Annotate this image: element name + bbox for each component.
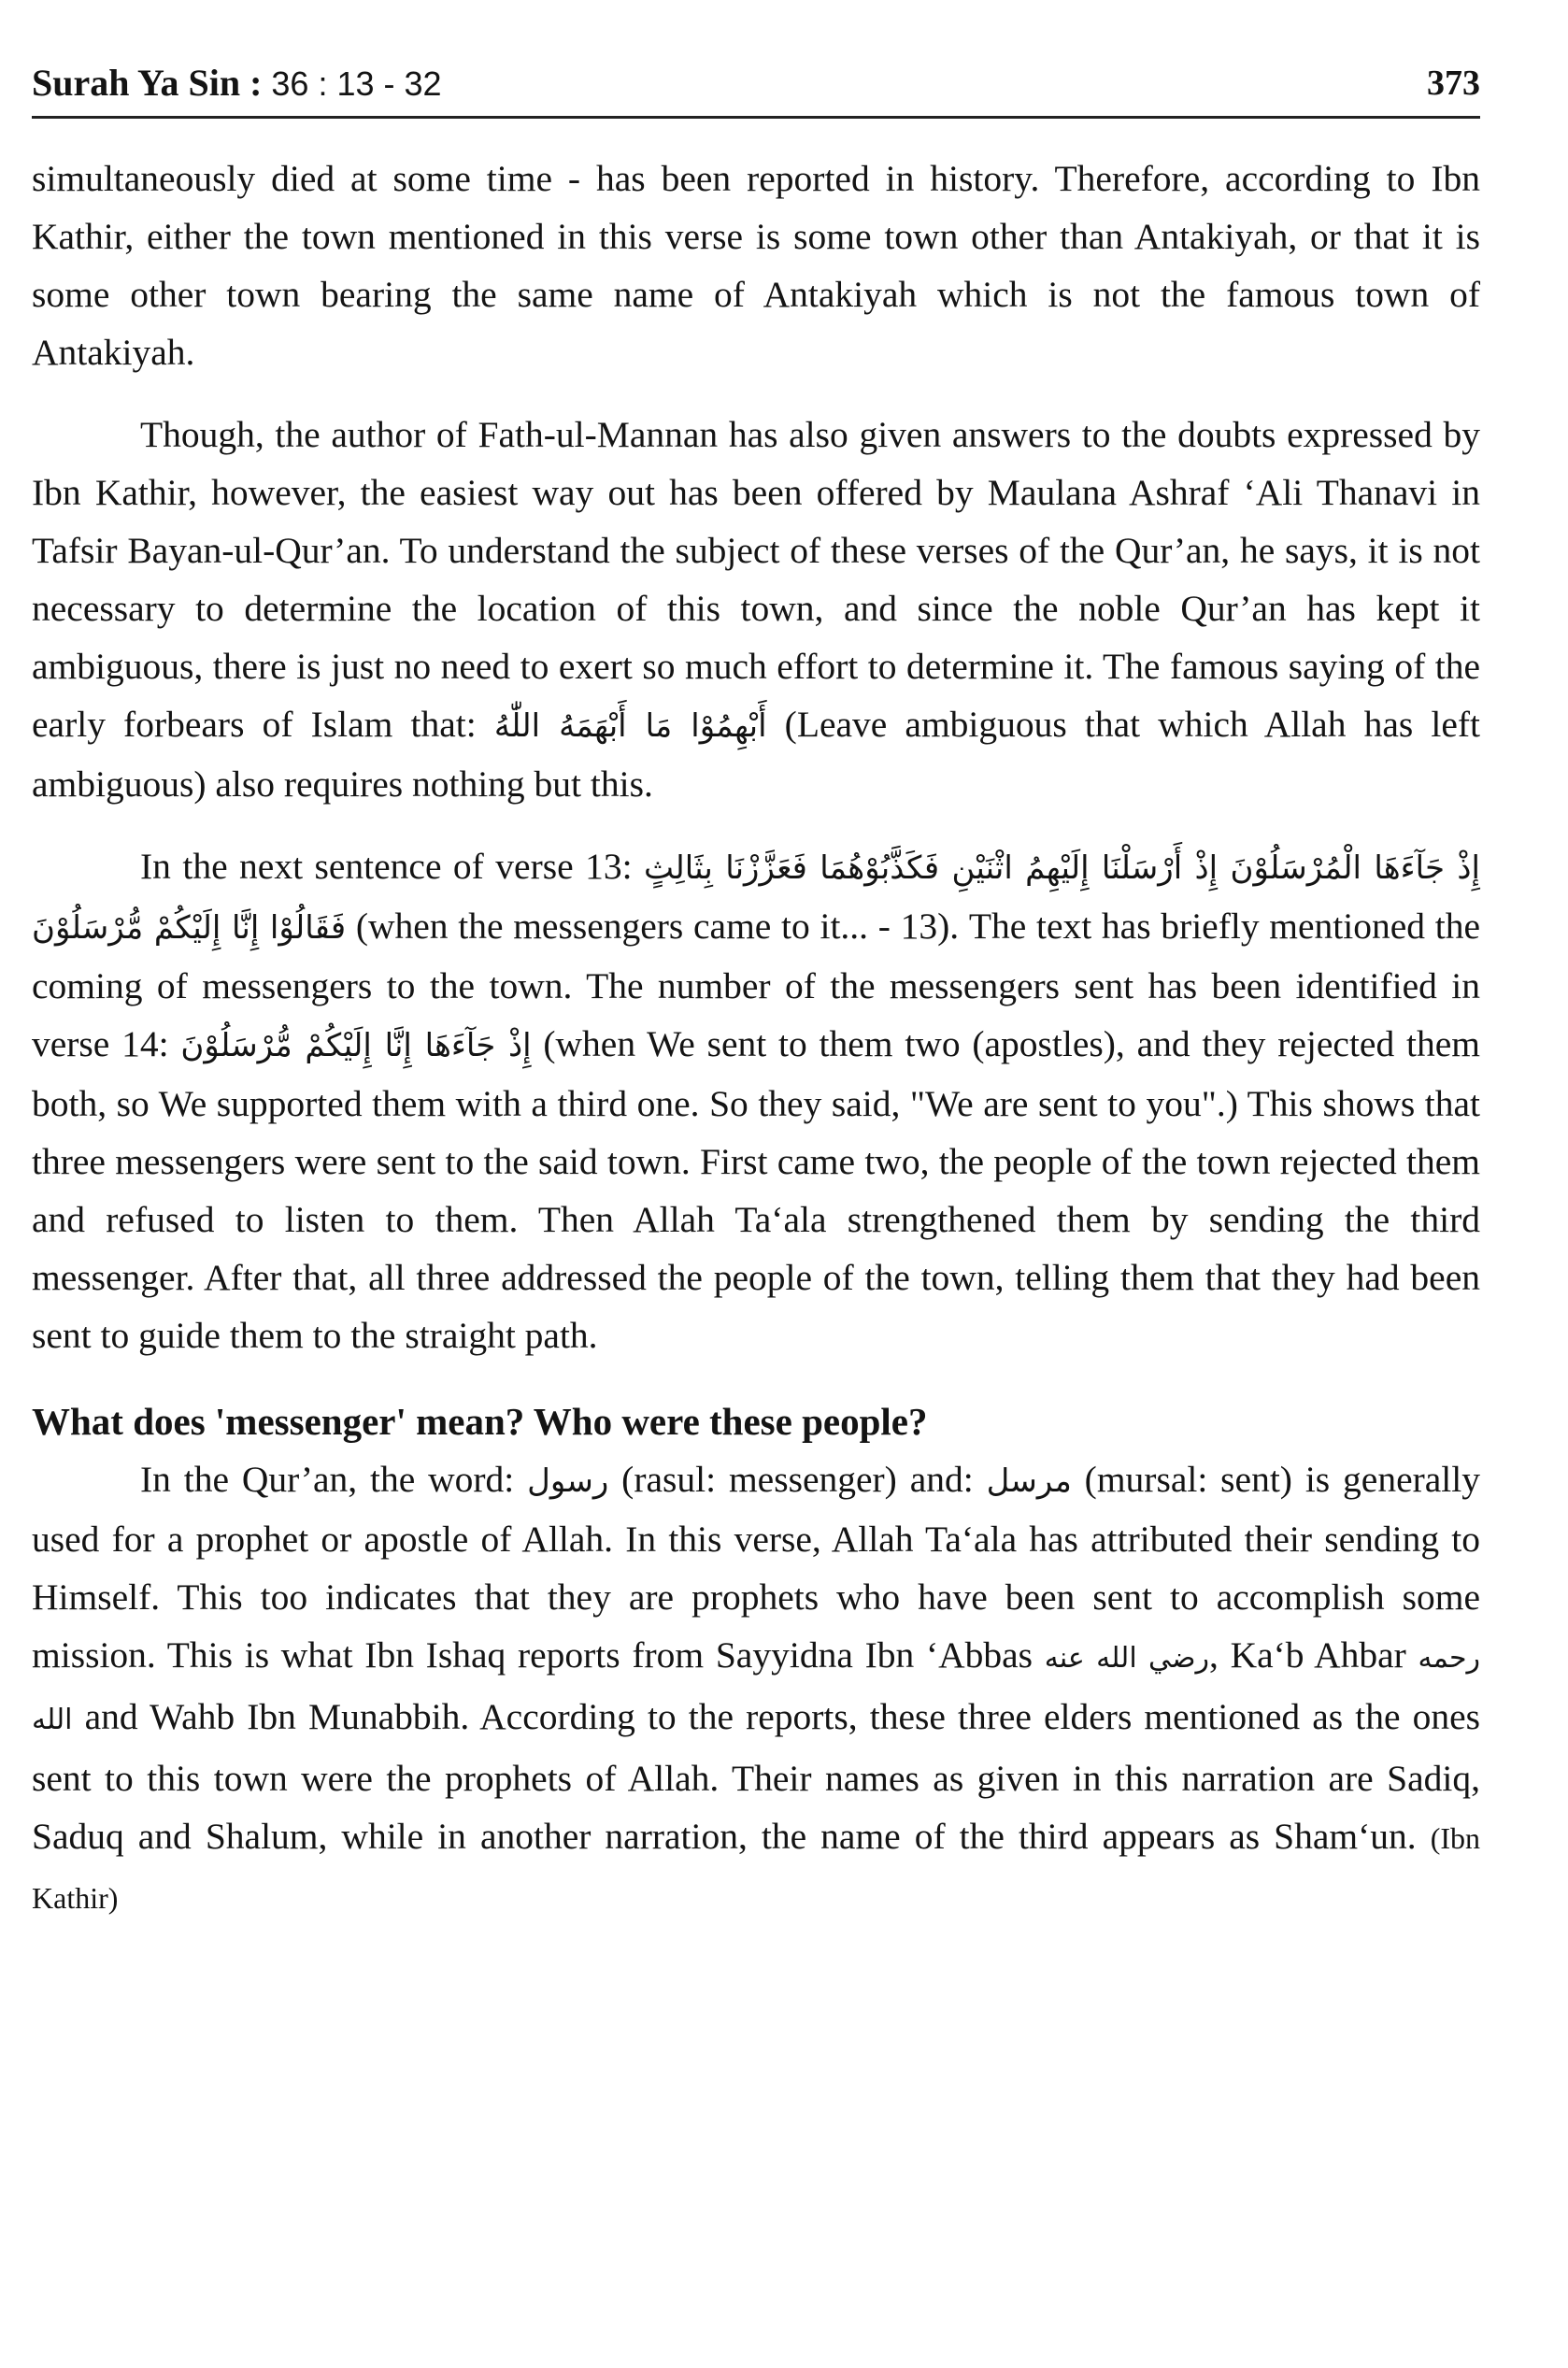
arabic-verse-13: إِذْ جَآءَهَا الْمُرْسَلُوْنَ إِذْ أَرْسَلْنَا إِلَيْهِمُ اثْنَيْنِ فَكَذَّبُوْهُمَا فَعَزَّزْنَا بِثَالِثٍ فَقَالُوْا إِنَّا إِلَيْكُمْ مُّرْسَلُوْنَ: [32, 849, 1480, 947]
paragraph-1: simultaneously died at some time - has been reported in history. Therefore, according to Ibn Kathir, either the town mentioned in this verse is some town other than Antakiyah, or that it is some other town bearing the same name of Antakiyah which is not the famous town of Antakiyah.: [32, 158, 1480, 373]
citation: (Ibn Kathir): [32, 1821, 1480, 1915]
page-body: [32, 150, 1480, 1927]
honorific-radiallahu-icon: رضي الله عنه: [1044, 1642, 1209, 1675]
arabic-quote: أَبْهِمُوْا مَا أَبْهَمَهُ اللّٰهُ: [493, 707, 767, 745]
honorific-rahimahullah-icon: رحمه الله: [32, 1642, 1480, 1736]
page-number: 373: [1427, 64, 1480, 103]
running-title: Surah Ya Sin : 36 : 13 - 32: [32, 62, 442, 104]
verse-range: 36 : 13 - 32: [271, 64, 442, 103]
arabic-mursal: مرسل: [986, 1462, 1072, 1500]
arabic-rasul: رسول: [527, 1462, 609, 1500]
section-heading: What does 'messenger' mean? Who were these people?: [32, 1400, 928, 1443]
page-header: [32, 50, 1480, 116]
paragraph-3: In the next sentence of verse 13: إِذْ جَآءَهَا الْمُرْسَلُوْنَ إِذْ أَرْسَلْنَا إِلَيْهِمُ اثْنَيْنِ فَكَذَّبُوْهُمَا فَعَزَّزْنَا بِثَالِثٍ فَقَالُوْا إِنَّا إِلَيْكُمْ مُّرْسَلُوْنَ (when the messengers came to it... - 13). The text has briefly mentioned the coming of messengers to the town. The number of the messengers sent has been identified in verse 14: إِذْ جَآءَهَا إِنَّا إِلَيْكُمْ مُّرْسَلُوْنَ (when We sent to them two (apostles), and they rejected them both, so We supported them with a third one. So they said, "We are sent to you".) This shows that three messengers were sent to the said town. First came two, the people of the town rejected them and refused to listen to them. Then Allah Ta‘ala strengthened them by sending the third messenger. After that, all three addressed the people of the town, telling them that they had been sent to guide them to the straight path.: [32, 846, 1481, 1356]
header-rule: [32, 116, 1480, 119]
arabic-verse-14: إِذْ جَآءَهَا إِنَّا إِلَيْكُمْ مُّرْسَلُوْنَ: [180, 1027, 532, 1064]
paragraph-4: In the Qur’an, the word: رسول (rasul: messenger) and: مرسل (mursal: sent) is generally used for a prophet or apostle of Allah. In this verse, Allah Ta‘ala has attributed their sending to Himself. This too indicates that they are prophets who have been sent to accomplish some mission. This is what Ibn Ishaq reports from Sayyidna Ibn ‘Abbas رضي الله عنه, Ka‘b Ahbar رحمه الله and Wahb Ibn Munabbih. According to the reports, these three elders mentioned as the ones sent to this town were the prophets of Allah. Their names as given in this narration are Sadiq, Saduq and Shalum, while in another narration, the name of the third appears as Sham‘un. (Ibn Kathir): [32, 1459, 1480, 1915]
surah-name: Surah Ya Sin: [32, 62, 241, 104]
paragraph-2: Though, the author of Fath-ul-Mannan has also given answers to the doubts expressed by Ibn Kathir, however, the easiest way out has been offered by Maulana Ashraf ‘Ali Thanavi in Tafsir Bayan-ul-Qur’an. To understand the subject of these verses of the Qur’an, he says, it is not necessary to determine the location of this town, and since the noble Qur’an has kept it ambiguous, there is just no need to exert so much effort to determine it. The famous saying of the early forbears of Islam that: أَبْهِمُوْا مَا أَبْهَمَهُ اللّٰهُ (Leave ambiguous that which Allah has left ambiguous) also requires nothing but this.: [32, 414, 1480, 805]
